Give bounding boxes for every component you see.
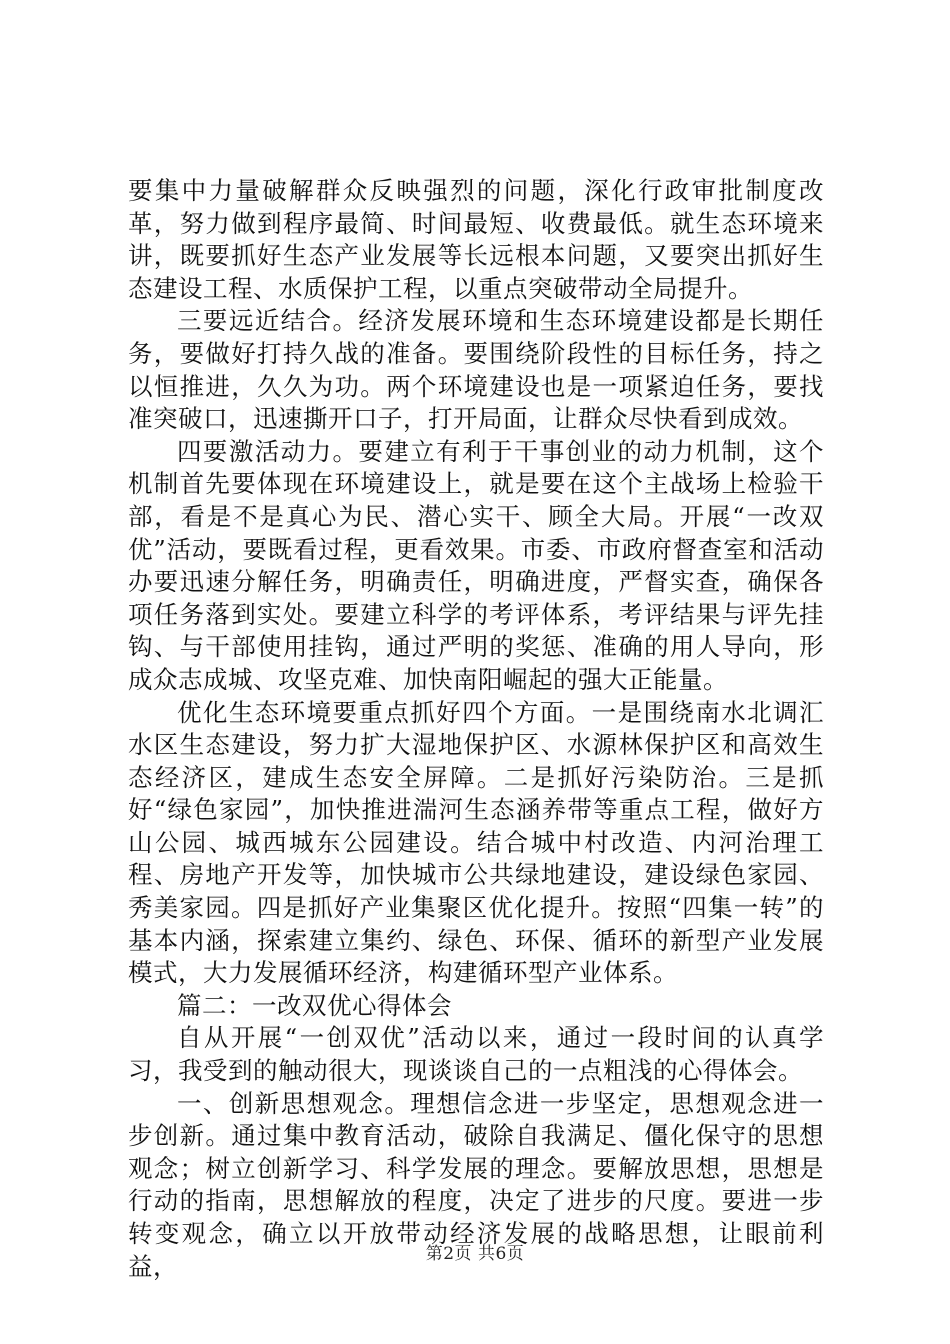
document-body <box>128 175 824 1283</box>
paragraph-innovation: 一、创新思想观念。理想信念进一步坚定，思想观念进一步创新。通过集中教育活动，破除自我满足、僵化保守的思想观念；树立创新学习、科学发展的理念。要解放思想，思想是行动的指南，思想解放的程度，决定了进步的尺度。要进一步转变观念，确立以开放带动经济发展的战略思想，让眼前利益， <box>128 1088 824 1281</box>
paragraph-far-near: 三要远近结合。经济发展环境和生态环境建设都是长期任务，要做好打持久战的准备。要围绕阶段性的目标任务，持之以恒推进，久久为功。两个环境建设也是一项紧迫任务，要找准突破口，迅速撕开口子，打开局面，让群众尽快看到成效。 <box>128 306 824 434</box>
paragraph-intro: 自从开展“一创双优”活动以来，通过一段时间的认真学习，我受到的触动很大，现谈谈自己的一点粗浅的心得体会。 <box>128 1023 824 1086</box>
paragraph-continuation: 要集中力量破解群众反映强烈的问题，深化行政审批制度改革，努力做到程序最简、时间最短、收费最低。就生态环境来讲，既要抓好生态产业发展等长远根本问题，又要突出抓好生态建设工程、水质保护工程，以重点突破带动全局提升。 <box>128 176 824 303</box>
paragraph-motivation: 四要激活动力。要建立有利于干事创业的动力机制，这个机制首先要体现在环境建设上，就是要在这个主战场上检验干部，看是不是真心为民、潜心实干、顾全大局。开展“一改双优”活动，要既看过程，更看效果。市委、市政府督查室和活动办要迅速分解任务，明确责任，明确进度，严督实查，确保各项任务落到实处。要建立科学的考评体系，考评结果与评先挂钩、与干部使用挂钩，通过严明的奖惩、准确的用人导向，形成众志成城、攻坚克难、加快南阳崛起的强大正能量。 <box>128 436 824 694</box>
section-heading: 篇二：一改双优心得体会 <box>177 990 452 1020</box>
paragraph-ecology: 优化生态环境要重点抓好四个方面。一是围绕南水北调汇水区生态建设，努力扩大湿地保护区、水源林保护区和高效生态经济区，建成生态安全屏障。二是抓好污染防治。三是抓好“绿色家园”，加快推进湍河生态涵养带等重点工程，做好方山公园、城西城东公园建设。结合城中村改造、内河治理工程、房地产开发等，加快城市公共绿地建设，建设绿色家园、秀美家园。四是抓好产业集聚区优化提升。按照“四集一转”的基本内涵，探索建立集约、绿色、环保、循环的新型产业发展模式，大力发展循环经济，构建循环型产业体系。 <box>128 697 824 988</box>
page-number-footer: 第2页 共6页 <box>425 1244 525 1264</box>
